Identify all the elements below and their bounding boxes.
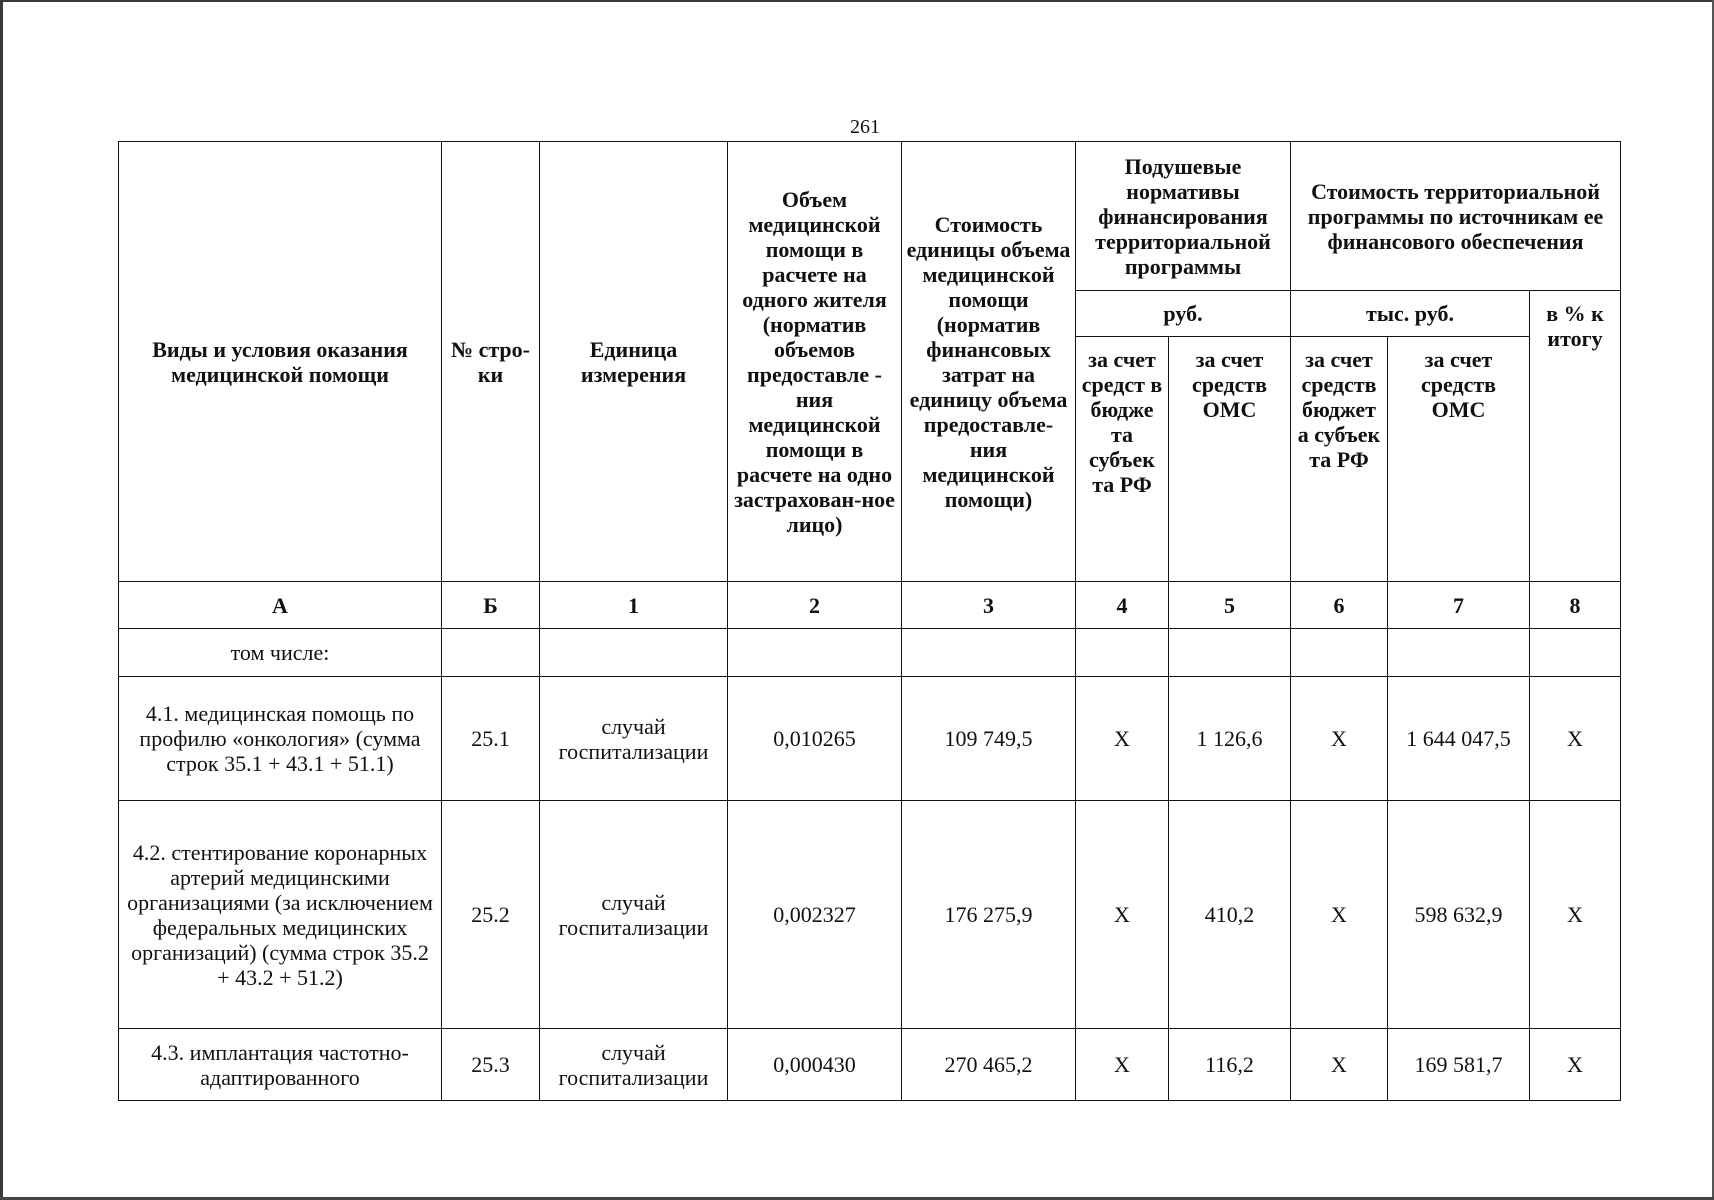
row-col-8 [1530, 629, 1621, 677]
table-row [119, 677, 1621, 801]
row-col-8: X [1530, 1029, 1621, 1101]
row-unit [540, 629, 728, 677]
row-col-6: X [1291, 1029, 1388, 1101]
row-unit: случай госпитализации [540, 677, 728, 801]
column-number: 6 [1291, 582, 1388, 629]
row-name: 4.2. стентирование коронарных артерий медицинскими организациями (за исключением федеральных медицинских организаций) (сумма строк 35.2 + 43.2 + 51.2) [119, 801, 442, 1029]
row-line: 25.2 [442, 801, 540, 1029]
header-col-6: за счет средств бюджет а субъек та РФ [1291, 337, 1388, 582]
header-col-3: Стоимость единицы объема медицинской помощи (норматив финансовых затрат на единицу объема предоставле-ния медицинской помощи) [902, 142, 1076, 582]
column-number: 1 [540, 582, 728, 629]
row-col-4 [1076, 629, 1169, 677]
header-unit-thous-rub: тыс. руб. [1291, 291, 1530, 337]
header-col-4: за счет средст в бюдже та субъек та РФ [1076, 337, 1169, 582]
table-row [119, 1029, 1621, 1101]
row-col-4: X [1076, 1029, 1169, 1101]
row-name: 4.1. медицинская помощь по профилю «онкология» (сумма строк 35.1 + 43.1 + 51.1) [119, 677, 442, 801]
row-col-6: X [1291, 801, 1388, 1029]
row-cost: 109 749,5 [902, 677, 1076, 801]
column-number: 3 [902, 582, 1076, 629]
column-number: 4 [1076, 582, 1169, 629]
header-unit-rub: руб. [1076, 291, 1291, 337]
row-col-7: 598 632,9 [1388, 801, 1530, 1029]
row-name: 4.3. имплантация частотно-адаптированного [119, 1029, 442, 1101]
row-col-5: 1 126,6 [1169, 677, 1291, 801]
row-unit: случай госпитализации [540, 1029, 728, 1101]
row-cost: 270 465,2 [902, 1029, 1076, 1101]
row-cost: 176 275,9 [902, 801, 1076, 1029]
page-number: 261 [850, 116, 880, 138]
column-number: А [119, 582, 442, 629]
header-col-7: за счет средств ОМС [1388, 337, 1530, 582]
row-col-4: X [1076, 801, 1169, 1029]
header-col-5: за счет средств ОМС [1169, 337, 1291, 582]
header-group-per-capita: Подушевые нормативы финансирования территориальной программы [1076, 142, 1291, 291]
scan-edge-left [0, 0, 3, 1200]
header-col-1: Единица измерения [540, 142, 728, 582]
header-col-b: № стро-ки [442, 142, 540, 582]
column-number: 8 [1530, 582, 1621, 629]
row-col-5: 116,2 [1169, 1029, 1291, 1101]
column-number: 7 [1388, 582, 1530, 629]
column-number: 5 [1169, 582, 1291, 629]
row-col-5: 410,2 [1169, 801, 1291, 1029]
row-col-5 [1169, 629, 1291, 677]
row-volume: 0,010265 [728, 677, 902, 801]
financing-table [118, 141, 1621, 1101]
row-col-8: X [1530, 801, 1621, 1029]
row-col-7 [1388, 629, 1530, 677]
row-line: 25.1 [442, 677, 540, 801]
column-number: 2 [728, 582, 902, 629]
row-col-6 [1291, 629, 1388, 677]
header-group-cost: Стоимость территориальной программы по источникам ее финансового обеспечения [1291, 142, 1621, 291]
row-col-8: X [1530, 677, 1621, 801]
row-col-7: 169 581,7 [1388, 1029, 1530, 1101]
row-name: том числе: [119, 629, 442, 677]
row-col-7: 1 644 047,5 [1388, 677, 1530, 801]
row-line [442, 629, 540, 677]
row-col-6: X [1291, 677, 1388, 801]
column-numbers-row [119, 582, 1621, 629]
row-volume: 0,000430 [728, 1029, 902, 1101]
row-col-4: X [1076, 677, 1169, 801]
column-number: Б [442, 582, 540, 629]
header-col-2: Объем медицинской помощи в расчете на одного жителя (норматив объемов предоставле - ния медицинской помощи в расчете на одно застрахован-ное лицо) [728, 142, 902, 582]
header-col-a: Виды и условия оказания медицинской помощи [119, 142, 442, 582]
row-cost [902, 629, 1076, 677]
row-volume: 0,002327 [728, 801, 902, 1029]
row-volume [728, 629, 902, 677]
table-row [119, 629, 1621, 677]
header-col-8: в % к итогу [1530, 291, 1621, 582]
row-line: 25.3 [442, 1029, 540, 1101]
table-row [119, 801, 1621, 1029]
row-unit: случай госпитализации [540, 801, 728, 1029]
scan-edge-top [0, 0, 1714, 2]
